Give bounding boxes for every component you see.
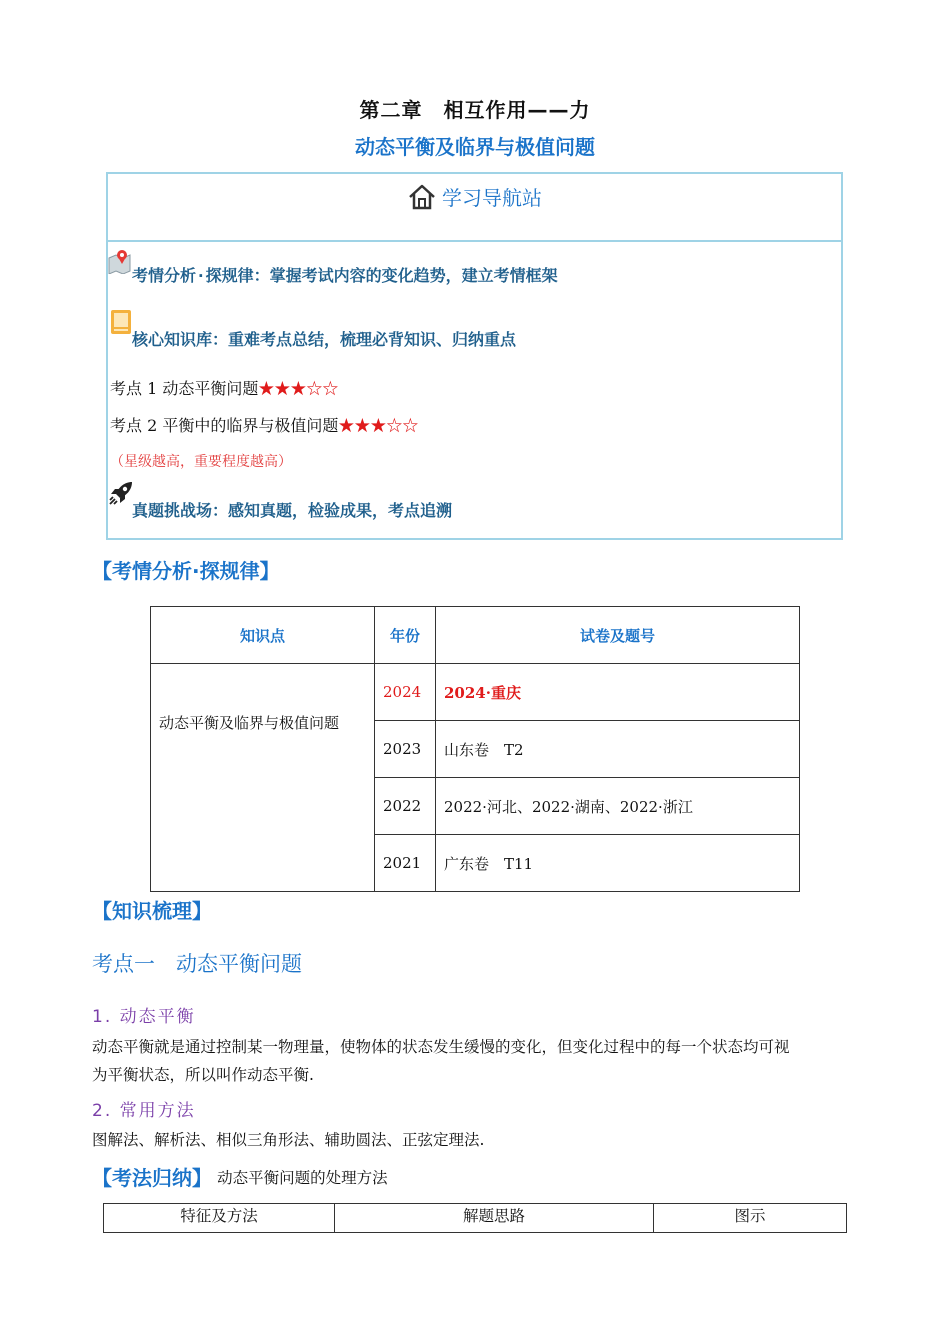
section1-text-line2: 为平衡状态，所以叫作动态平衡. — [92, 1066, 314, 1084]
point2-stars: ★★★☆☆ — [338, 416, 419, 435]
nav-header — [108, 174, 841, 242]
table-row — [151, 664, 800, 721]
point1-text: 考点 1 动态平衡问题 — [110, 379, 259, 398]
section2-title: 2. 常用方法 — [92, 1101, 196, 1121]
nav-line-analysis: 考情分析·探规律：掌握考试内容的变化趋势，建立考情框架 — [132, 266, 558, 285]
col-year: 年份 — [375, 607, 436, 664]
paper-cell: 山东卷 T2 — [436, 721, 800, 778]
method-header-row — [104, 1204, 847, 1233]
method-desc: 动态平衡问题的处理方法 — [217, 1169, 388, 1187]
year-cell: 2023 — [375, 721, 436, 778]
year-cell: 2024 — [375, 664, 436, 721]
nav-line-challenge: 真题挑战场：感知真题，检验成果，考点追溯 — [132, 501, 453, 520]
chapter-title: 第二章 相互作用——力 — [359, 98, 591, 122]
paper-cell: 广东卷 T11 — [436, 835, 800, 892]
point1-line — [110, 376, 338, 399]
point2-line — [110, 413, 418, 436]
year-cell: 2021 — [375, 835, 436, 892]
year-cell: 2022 — [375, 778, 436, 835]
section1-title: 1. 动态平衡 — [92, 1007, 196, 1027]
book-icon — [110, 309, 132, 335]
col-topic: 知识点 — [151, 607, 375, 664]
paper-cell: 2022·河北、2022·湖南、2022·浙江 — [436, 778, 800, 835]
method-heading-line — [92, 1162, 388, 1192]
section2-text: 图解法、解析法、相似三角形法、辅助圆法、正弦定理法. — [92, 1131, 485, 1149]
paper-cell: 2024·重庆 — [436, 664, 800, 721]
importance-note: （星级越高，重要程度越高） — [110, 454, 292, 470]
point2-text: 考点 2 平衡中的临界与极值问题 — [110, 416, 339, 435]
section1-text-line1: 动态平衡就是通过控制某一物理量，使物体的状态发生缓慢的变化，但变化过程中的每一个状态均可视 — [92, 1038, 790, 1056]
map-pin-icon — [108, 248, 132, 274]
lesson-title: 动态平衡及临界与极值问题 — [355, 135, 595, 159]
method-table — [103, 1203, 847, 1233]
learning-nav-box — [106, 172, 843, 540]
method-col-approach: 解题思路 — [335, 1204, 654, 1233]
kp-title: 考点一 动态平衡问题 — [92, 952, 302, 976]
topic-cell: 动态平衡及临界与极值问题 — [151, 664, 375, 892]
analysis-heading: 【考情分析·探规律】 — [92, 559, 280, 583]
nav-title: 学习导航站 — [442, 186, 543, 210]
table-header-row — [151, 607, 800, 664]
method-col-feature: 特征及方法 — [104, 1204, 335, 1233]
nav-line-knowledge: 核心知识库：重难考点总结，梳理必背知识、归纳重点 — [132, 330, 517, 349]
method-heading: 【考法归纳】 — [92, 1166, 212, 1190]
home-icon — [407, 183, 437, 211]
method-col-diagram: 图示 — [654, 1204, 847, 1233]
knowledge-heading: 【知识梳理】 — [92, 899, 212, 923]
point1-stars: ★★★☆☆ — [258, 379, 339, 398]
analysis-table — [150, 606, 800, 892]
col-paper: 试卷及题号 — [436, 607, 800, 664]
section1-text — [92, 1033, 872, 1089]
rocket-icon — [108, 480, 134, 506]
